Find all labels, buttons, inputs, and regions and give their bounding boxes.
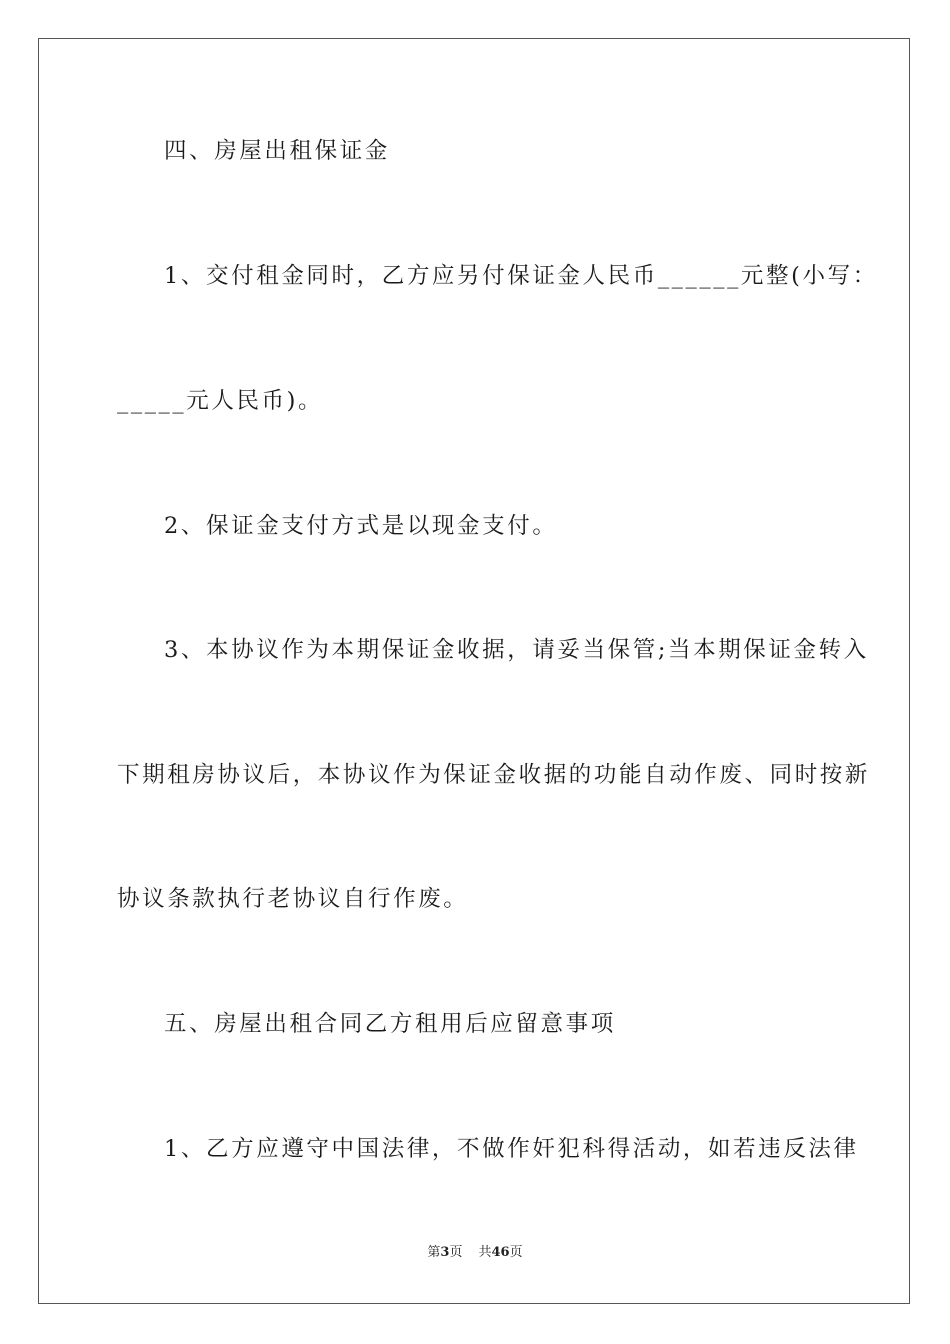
page-border — [38, 38, 910, 1304]
page-prefix: 第 — [427, 1245, 441, 1260]
paragraph-line: 2、保证金支付方式是以现金支付。 — [164, 513, 558, 539]
paragraph-line: 1、交付租金同时，乙方应另付保证金人民币______元整(小写： — [164, 263, 878, 289]
paragraph-line: 1、乙方应遵守中国法律，不做作奸犯科得活动，如若违反法律 — [164, 1136, 859, 1162]
page-footer — [0, 1243, 950, 1263]
page-unit: 页 — [449, 1245, 463, 1260]
paragraph-line: 协议条款执行老协议自行作废。 — [117, 886, 469, 912]
total-page-count: 46 — [491, 1245, 510, 1260]
paragraph-line: _____元人民币)。 — [117, 388, 324, 414]
section-heading-deposit: 四、房屋出租保证金 — [164, 138, 390, 164]
section-heading-notes: 五、房屋出租合同乙方租用后应留意事项 — [164, 1011, 616, 1037]
total-unit: 页 — [509, 1245, 523, 1260]
paragraph-line: 下期租房协议后，本协议作为保证金收据的功能自动作废、同时按新 — [117, 762, 871, 788]
total-prefix: 共 — [478, 1245, 492, 1260]
current-page-number: 3 — [440, 1245, 450, 1260]
paragraph-line: 3、本协议作为本期保证金收据，请妥当保管;当本期保证金转入 — [164, 637, 869, 663]
